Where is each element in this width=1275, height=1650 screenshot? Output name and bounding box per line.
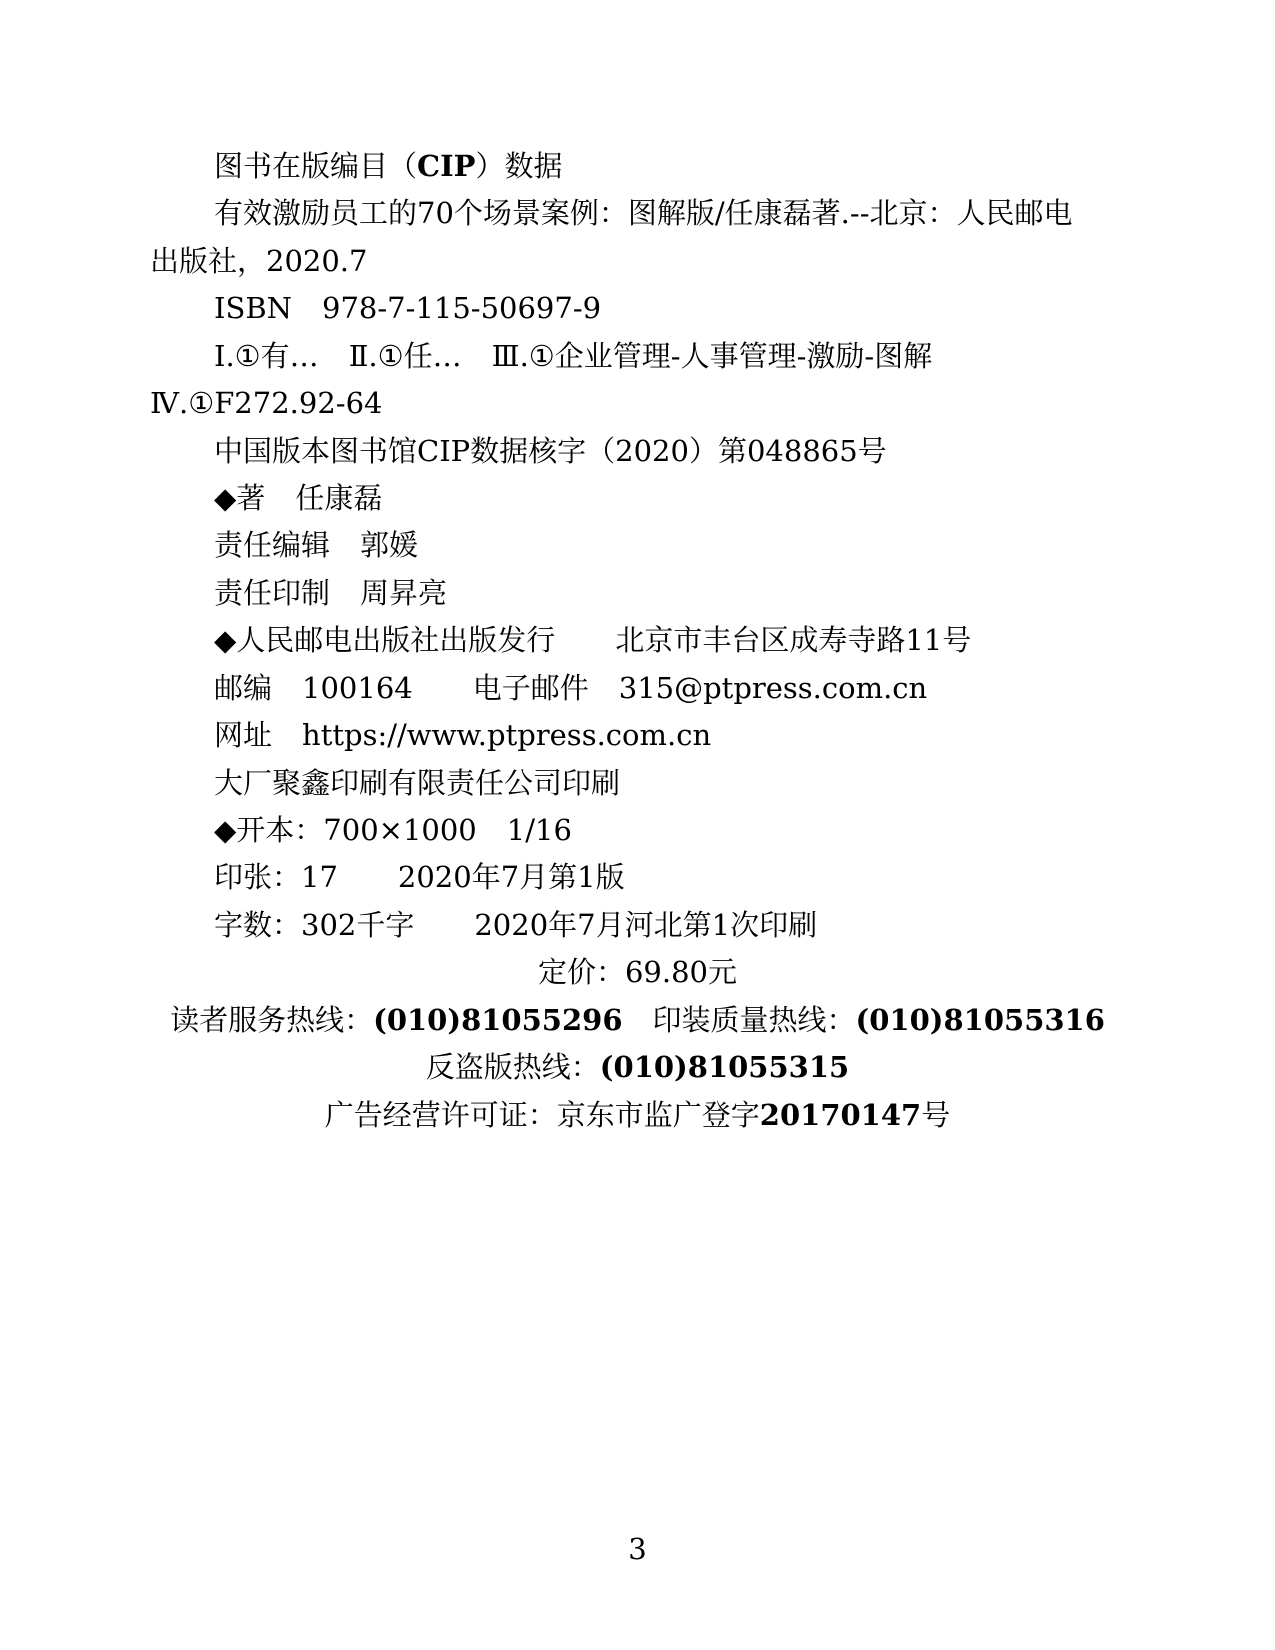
antipiracy-line: 反盗版热线：(010)81055315 (425, 1050, 850, 1084)
printer-line: 大厂聚鑫印刷有限责任公司印刷 (214, 766, 621, 800)
isbn-label: ISBN (214, 291, 293, 325)
isbn-line (214, 291, 602, 325)
price-line: 定价：69.80元 (537, 955, 738, 989)
cip-number: 中国版本图书馆CIP数据核字（2020）第048865号 (214, 434, 887, 468)
classification-line-2: Ⅳ.①F272.92-64 (150, 386, 383, 420)
publisher-line: ◆人民邮电出版社出版发行 北京市丰台区成寿寺路11号 (214, 623, 972, 657)
ad-license-line: 广告经营许可证：京东市监广登字20170147号 (324, 1098, 951, 1132)
classification-line: Ⅰ.①有… Ⅱ.①任… Ⅲ.①企业管理-人事管理-激励-图解 (214, 339, 933, 373)
format-line: ◆开本：700×1000 1/16 (214, 813, 572, 847)
hotline-line: 读者服务热线：(010)81055296 印装质量热线：(010)81055316 (170, 1003, 1105, 1037)
sheets-edition-line: 印张：17 2020年7月第1版 (214, 860, 625, 894)
print-manager-line: 责任印制 周昇亮 (214, 576, 448, 610)
page-number: 3 (628, 1532, 647, 1566)
website-line: 网址 https://www.ptpress.com.cn (214, 718, 712, 752)
isbn-value: 978-7-115-50697-9 (322, 291, 602, 325)
cip-title-line-1: 有效激励员工的70个场景案例：图解版/任康磊著.--北京：人民邮电 (214, 196, 1073, 230)
cip-heading: 图书在版编目（CIP）数据 (214, 149, 563, 183)
cip-title-line-2: 出版社，2020.7 (150, 244, 368, 278)
words-printing-line: 字数：302千字 2020年7月河北第1次印刷 (214, 908, 818, 942)
author-line: ◆著 任康磊 (214, 481, 383, 515)
editor-line: 责任编辑 郭媛 (214, 528, 419, 562)
postcode-email-line: 邮编 100164 电子邮件 315@ptpress.com.cn (214, 671, 928, 705)
